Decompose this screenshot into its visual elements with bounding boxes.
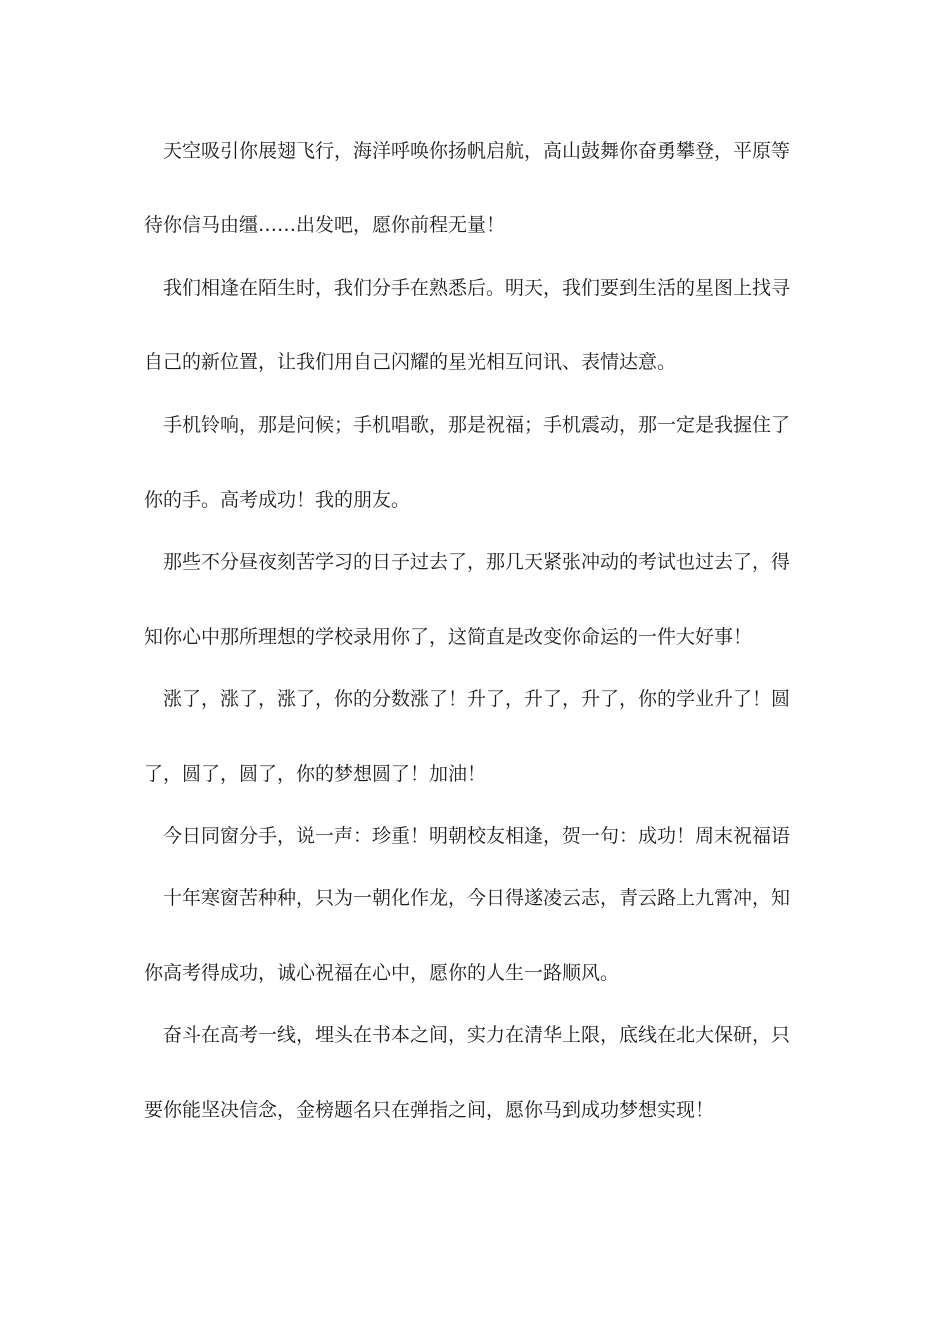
paragraph-5-line-1: 涨了，涨了，涨了，你的分数涨了！升了，升了，升了，你的学业升了！圆 xyxy=(144,688,791,710)
paragraph-6-line-1: 今日同窗分手，说一声：珍重！明朝校友相逢，贺一句：成功！周末祝福语 xyxy=(144,825,791,847)
paragraph-2-line-2: 自己的新位置，让我们用自己闪耀的星光相互问讯、表情达意。 xyxy=(144,351,677,373)
paragraph-8-line-2: 要你能坚决信念，金榜题名只在弹指之间，愿你马到成功梦想实现！ xyxy=(144,1099,715,1121)
paragraph-1-line-1: 天空吸引你展翅飞行，海洋呼唤你扬帆启航，高山鼓舞你奋勇攀登，平原等 xyxy=(144,140,791,162)
paragraph-3-line-2: 你的手。高考成功！我的朋友。 xyxy=(144,489,411,511)
paragraph-4-line-1: 那些不分昼夜刻苦学习的日子过去了，那几天紧张冲动的考试也过去了，得 xyxy=(144,551,791,573)
paragraph-1-line-2: 待你信马由缰……出发吧，愿你前程无量！ xyxy=(144,214,506,236)
paragraph-5-line-2: 了，圆了，圆了，你的梦想圆了！加油！ xyxy=(144,763,487,785)
paragraph-3-line-1: 手机铃响，那是问候；手机唱歌，那是祝福；手机震动，那一定是我握住了 xyxy=(144,414,791,436)
paragraph-2-line-1: 我们相逢在陌生时，我们分手在熟悉后。明天，我们要到生活的星图上找寻 xyxy=(144,277,791,299)
paragraph-7-line-1: 十年寒窗苦种种，只为一朝化作龙，今日得遂凌云志，青云路上九霄冲，知 xyxy=(144,887,791,909)
paragraph-7-line-2: 你高考得成功，诚心祝福在心中，愿你的人生一路顺风。 xyxy=(144,962,620,984)
paragraph-4-line-2: 知你心中那所理想的学校录用你了，这简直是改变你命运的一件大好事！ xyxy=(144,626,753,648)
paragraph-8-line-1: 奋斗在高考一线，埋头在书本之间，实力在清华上限，底线在北大保研，只 xyxy=(144,1024,791,1046)
